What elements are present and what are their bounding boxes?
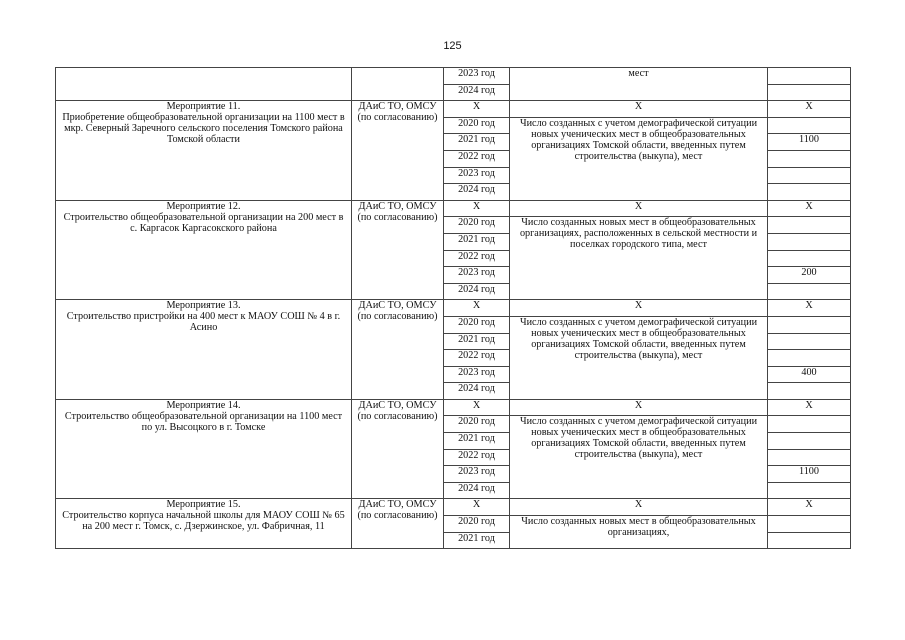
indicator-header-cell: Х	[510, 200, 768, 217]
year-cell: 2021 год	[444, 233, 510, 250]
executor-cell	[352, 68, 444, 101]
value-cell	[768, 449, 851, 466]
value-cell	[768, 68, 851, 85]
measure-row	[56, 300, 851, 317]
year-cell: 2022 год	[444, 150, 510, 167]
value-cell	[768, 167, 851, 184]
year-cell: Х	[444, 101, 510, 118]
indicator-cell: Число созданных новых мест в общеобразовательных организациях,	[510, 516, 768, 549]
value-cell: Х	[768, 499, 851, 516]
measure-cell	[56, 101, 352, 201]
year-cell: 2022 год	[444, 250, 510, 267]
measure-cell	[56, 68, 352, 101]
value-cell	[768, 84, 851, 101]
year-cell: 2020 год	[444, 316, 510, 333]
value-cell	[768, 250, 851, 267]
value-cell: 400	[768, 366, 851, 383]
value-cell	[768, 416, 851, 433]
measures-table	[55, 67, 851, 549]
year-cell: 2021 год	[444, 333, 510, 350]
indicator-header-cell: Х	[510, 300, 768, 317]
value-cell	[768, 333, 851, 350]
year-cell: 2024 год	[444, 482, 510, 499]
indicator-cell: Число созданных с учетом демографической ситуации новых ученических мест в общеобразовательных организациях Томской области, введенных путем строительства (выкупа), мест	[510, 416, 768, 499]
executor-cell: ДАиС ТО, ОМСУ (по согласованию)	[352, 300, 444, 400]
value-cell	[768, 383, 851, 400]
year-cell: Х	[444, 499, 510, 516]
year-cell: 2021 год	[444, 433, 510, 450]
year-cell: 2022 год	[444, 449, 510, 466]
year-cell: Х	[444, 399, 510, 416]
executor-cell: ДАиС ТО, ОМСУ (по согласованию)	[352, 399, 444, 499]
year-cell: Х	[444, 300, 510, 317]
indicator-cell: мест	[510, 68, 768, 101]
year-cell: 2020 год	[444, 516, 510, 533]
value-cell: 1100	[768, 466, 851, 483]
year-cell: 2024 год	[444, 383, 510, 400]
measure-text: Строительство общеобразовательной организации на 1100 мест по ул. Высоцкого в г. Томске	[64, 410, 343, 433]
value-cell	[768, 117, 851, 134]
executor-cell: ДАиС ТО, ОМСУ (по согласованию)	[352, 101, 444, 201]
value-cell	[768, 283, 851, 300]
value-cell: 200	[768, 267, 851, 284]
year-cell: 2023 год	[444, 167, 510, 184]
measure-title: Мероприятие 14.	[166, 399, 241, 411]
year-cell: Х	[444, 200, 510, 217]
value-cell	[768, 350, 851, 367]
year-cell: 2021 год	[444, 134, 510, 151]
measure-row	[56, 101, 851, 118]
value-cell	[768, 516, 851, 533]
measure-text: Приобретение общеобразовательной организации на 1100 мест в мкр. Северный Заречного сельского поселения Томского района Томской области	[62, 112, 345, 146]
value-cell: Х	[768, 200, 851, 217]
measure-cell	[56, 499, 352, 549]
year-cell: 2021 год	[444, 532, 510, 549]
indicator-header-cell: Х	[510, 101, 768, 118]
indicator-header-cell: Х	[510, 399, 768, 416]
executor-cell: ДАиС ТО, ОМСУ (по согласованию)	[352, 499, 444, 549]
measure-text: Строительство пристройки на 400 мест к МАОУ СОШ № 4 в г. Асино	[66, 311, 341, 334]
measure-cell	[56, 399, 352, 499]
measure-row	[56, 200, 851, 217]
indicator-header-cell: Х	[510, 499, 768, 516]
page-number: 125	[443, 40, 462, 52]
measure-title: Мероприятие 12.	[166, 200, 241, 212]
year-cell: 2023 год	[444, 68, 510, 85]
continuation-row	[56, 68, 851, 85]
value-cell: Х	[768, 399, 851, 416]
value-cell	[768, 184, 851, 201]
indicator-cell: Число созданных с учетом демографической ситуации новых ученических мест в общеобразовательных организациях Томской области, введенных путем строительства (выкупа), мест	[510, 316, 768, 399]
measure-cell	[56, 300, 352, 400]
executor-cell: ДАиС ТО, ОМСУ (по согласованию)	[352, 200, 444, 300]
value-cell	[768, 433, 851, 450]
indicator-cell: Число созданных с учетом демографической ситуации новых ученических мест в общеобразовательных организациях Томской области, введенных путем строительства (выкупа), мест	[510, 117, 768, 200]
year-cell: 2023 год	[444, 267, 510, 284]
measure-cell	[56, 200, 352, 300]
value-cell	[768, 217, 851, 234]
value-cell: Х	[768, 300, 851, 317]
measure-text: Строительство общеобразовательной организации на 200 мест в с. Каргасок Каргасокского района	[63, 211, 344, 234]
year-cell: 2024 год	[444, 283, 510, 300]
value-cell	[768, 532, 851, 549]
measure-title: Мероприятие 13.	[166, 300, 241, 312]
year-cell: 2023 год	[444, 466, 510, 483]
year-cell: 2020 год	[444, 217, 510, 234]
year-cell: 2020 год	[444, 117, 510, 134]
year-cell: 2023 год	[444, 366, 510, 383]
value-cell	[768, 316, 851, 333]
measure-row	[56, 399, 851, 416]
measure-title: Мероприятие 15.	[166, 499, 241, 511]
value-cell: 1100	[768, 134, 851, 151]
value-cell	[768, 233, 851, 250]
measure-text: Строительство корпуса начальной школы для МАОУ СОШ № 65 на 200 мест г. Томск, с. Дзержинское, ул. Фабричная, 11	[62, 510, 345, 533]
measure-title: Мероприятие 11.	[166, 101, 241, 113]
indicator-cell: Число созданных новых мест в общеобразовательных организациях, расположенных в сельской местности и поселках городского типа, мест	[510, 217, 768, 300]
measure-row	[56, 499, 851, 516]
value-cell: Х	[768, 101, 851, 118]
year-cell: 2024 год	[444, 184, 510, 201]
year-cell: 2024 год	[444, 84, 510, 101]
year-cell: 2022 год	[444, 350, 510, 367]
value-cell	[768, 482, 851, 499]
year-cell: 2020 год	[444, 416, 510, 433]
value-cell	[768, 150, 851, 167]
